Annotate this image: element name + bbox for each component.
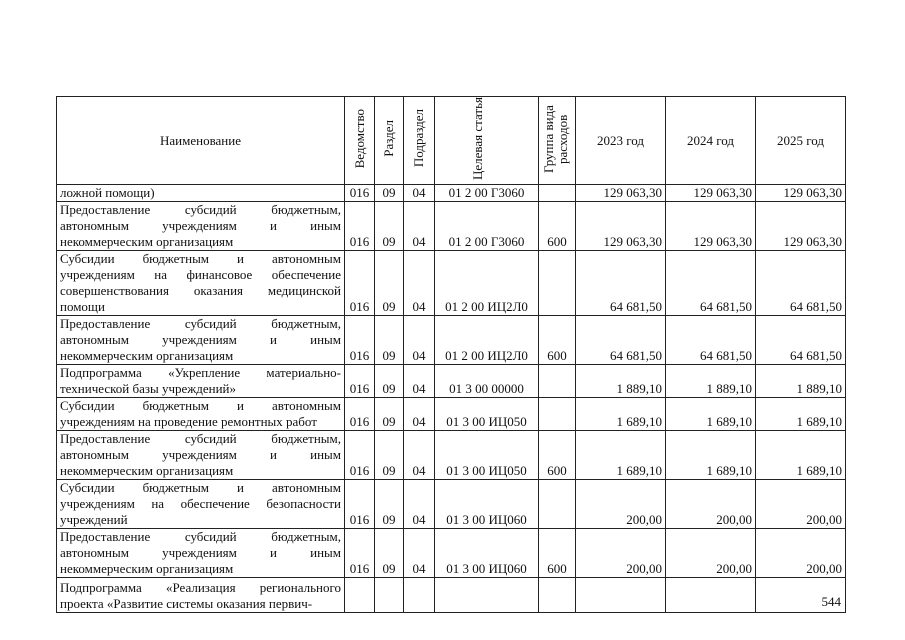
table-row xyxy=(57,398,846,431)
row-target-article: 01 3 00 ИЦ060 xyxy=(435,529,539,578)
row-target-article: 01 2 00 ИЦ2Л0 xyxy=(435,251,539,316)
row-target-article: 01 3 00 ИЦ060 xyxy=(435,480,539,529)
row-name: Предоставление субсидий бюджетным, автономным учреждениям и иным некоммерческим организациям xyxy=(57,202,345,251)
table-row xyxy=(57,480,846,529)
row-name: Предоставление субсидий бюджетным, автономным учреждениям и иным некоммерческим организациям xyxy=(57,431,345,480)
row-expense-group xyxy=(539,480,576,529)
table-row xyxy=(57,185,846,202)
row-amount-2025: 64 681,50 xyxy=(756,316,846,365)
row-name: Субсидии бюджетным и автономным учреждениям на обеспечение безопасности учреждений xyxy=(57,480,345,529)
header-target: Целевая статья xyxy=(435,97,539,185)
row-podrazdel: 04 xyxy=(404,365,435,398)
row-expense-group xyxy=(539,365,576,398)
row-expense-group xyxy=(539,578,576,613)
row-amount-2023: 200,00 xyxy=(576,529,666,578)
row-target-article: 01 2 00 Г3060 xyxy=(435,202,539,251)
row-vedomstvo: 016 xyxy=(345,398,375,431)
row-amount-2023: 129 063,30 xyxy=(576,185,666,202)
row-podrazdel: 04 xyxy=(404,251,435,316)
row-amount-2023: 129 063,30 xyxy=(576,202,666,251)
header-2024: 2024 год xyxy=(666,97,756,185)
row-amount-2024: 64 681,50 xyxy=(666,251,756,316)
row-amount-2024: 200,00 xyxy=(666,480,756,529)
row-amount-2025: 129 063,30 xyxy=(756,185,846,202)
row-amount-2025: 1 889,10 xyxy=(756,365,846,398)
row-podrazdel xyxy=(404,578,435,613)
row-name: Подпрограмма «Укрепление материально-технической базы учреждений» xyxy=(57,365,345,398)
table-row xyxy=(57,202,846,251)
row-expense-group xyxy=(539,251,576,316)
row-name: Предоставление субсидий бюджетным, автономным учреждениям и иным некоммерческим организациям xyxy=(57,316,345,365)
row-razdel: 09 xyxy=(375,185,404,202)
row-vedomstvo: 016 xyxy=(345,480,375,529)
row-vedomstvo xyxy=(345,578,375,613)
row-vedomstvo: 016 xyxy=(345,431,375,480)
row-amount-2025: 1 689,10 xyxy=(756,398,846,431)
row-target-article: 01 2 00 ИЦ2Л0 xyxy=(435,316,539,365)
row-vedomstvo: 016 xyxy=(345,202,375,251)
row-amount-2024: 129 063,30 xyxy=(666,202,756,251)
row-podrazdel: 04 xyxy=(404,480,435,529)
row-expense-group: 600 xyxy=(539,529,576,578)
header-razdel: Раздел xyxy=(375,97,404,185)
row-amount-2024 xyxy=(666,578,756,613)
table-row xyxy=(57,251,846,316)
row-amount-2025: 200,00 xyxy=(756,480,846,529)
header-podrazdel: Подраздел xyxy=(404,97,435,185)
row-target-article: 01 2 00 Г3060 xyxy=(435,185,539,202)
row-podrazdel: 04 xyxy=(404,431,435,480)
table-row xyxy=(57,578,846,613)
row-name: Подпрограмма «Реализация регионального проекта «Развитие системы оказания первич- xyxy=(57,578,345,613)
row-amount-2025: 129 063,30 xyxy=(756,202,846,251)
row-name: Субсидии бюджетным и автономным учреждениям на проведение ремонтных работ xyxy=(57,398,345,431)
row-name: ложной помощи) xyxy=(57,185,345,202)
row-vedomstvo: 016 xyxy=(345,251,375,316)
row-target-article: 01 3 00 00000 xyxy=(435,365,539,398)
row-razdel: 09 xyxy=(375,251,404,316)
row-amount-2024: 129 063,30 xyxy=(666,185,756,202)
row-amount-2024: 200,00 xyxy=(666,529,756,578)
table-row xyxy=(57,316,846,365)
row-podrazdel: 04 xyxy=(404,202,435,251)
row-amount-2025: 1 689,10 xyxy=(756,431,846,480)
row-podrazdel: 04 xyxy=(404,398,435,431)
row-amount-2023: 64 681,50 xyxy=(576,316,666,365)
row-amount-2024: 64 681,50 xyxy=(666,316,756,365)
row-vedomstvo: 016 xyxy=(345,365,375,398)
row-amount-2024: 1 689,10 xyxy=(666,398,756,431)
row-vedomstvo: 016 xyxy=(345,529,375,578)
row-amount-2023 xyxy=(576,578,666,613)
row-vedomstvo: 016 xyxy=(345,316,375,365)
row-amount-2023: 1 689,10 xyxy=(576,398,666,431)
row-razdel xyxy=(375,578,404,613)
row-name: Предоставление субсидий бюджетным, автономным учреждениям и иным некоммерческим организациям xyxy=(57,529,345,578)
row-amount-2024: 1 689,10 xyxy=(666,431,756,480)
row-amount-2024: 1 889,10 xyxy=(666,365,756,398)
row-vedomstvo: 016 xyxy=(345,185,375,202)
row-amount-2023: 1 689,10 xyxy=(576,431,666,480)
row-amount-2023: 200,00 xyxy=(576,480,666,529)
table-row xyxy=(57,529,846,578)
row-podrazdel: 04 xyxy=(404,316,435,365)
row-name: Субсидии бюджетным и автономным учреждениям на финансовое обеспечение совершенствования оказания медицинской помощи xyxy=(57,251,345,316)
header-2023: 2023 год xyxy=(576,97,666,185)
page-number: 544 xyxy=(821,594,841,609)
row-expense-group: 600 xyxy=(539,202,576,251)
row-razdel: 09 xyxy=(375,529,404,578)
row-amount-2023: 1 889,10 xyxy=(576,365,666,398)
table-row xyxy=(57,365,846,398)
row-expense-group: 600 xyxy=(539,431,576,480)
row-amount-2023: 64 681,50 xyxy=(576,251,666,316)
header-vedomstvo: Ведомство xyxy=(345,97,375,185)
row-amount-2025: 200,00 xyxy=(756,529,846,578)
row-podrazdel: 04 xyxy=(404,185,435,202)
row-razdel: 09 xyxy=(375,316,404,365)
row-razdel: 09 xyxy=(375,202,404,251)
row-expense-group xyxy=(539,185,576,202)
row-target-article: 01 3 00 ИЦ050 xyxy=(435,398,539,431)
table-header-row xyxy=(57,97,846,185)
row-razdel: 09 xyxy=(375,480,404,529)
row-razdel: 09 xyxy=(375,398,404,431)
row-razdel: 09 xyxy=(375,431,404,480)
row-expense-group xyxy=(539,398,576,431)
row-target-article: 01 3 00 ИЦ050 xyxy=(435,431,539,480)
budget-table xyxy=(56,96,846,613)
row-razdel: 09 xyxy=(375,365,404,398)
header-2025: 2025 год xyxy=(756,97,846,185)
header-name: Наименование xyxy=(57,97,345,185)
table-row xyxy=(57,431,846,480)
row-amount-2025: 64 681,50 xyxy=(756,251,846,316)
row-expense-group: 600 xyxy=(539,316,576,365)
row-target-article xyxy=(435,578,539,613)
header-group: Группа вида расходов xyxy=(539,97,576,185)
row-podrazdel: 04 xyxy=(404,529,435,578)
